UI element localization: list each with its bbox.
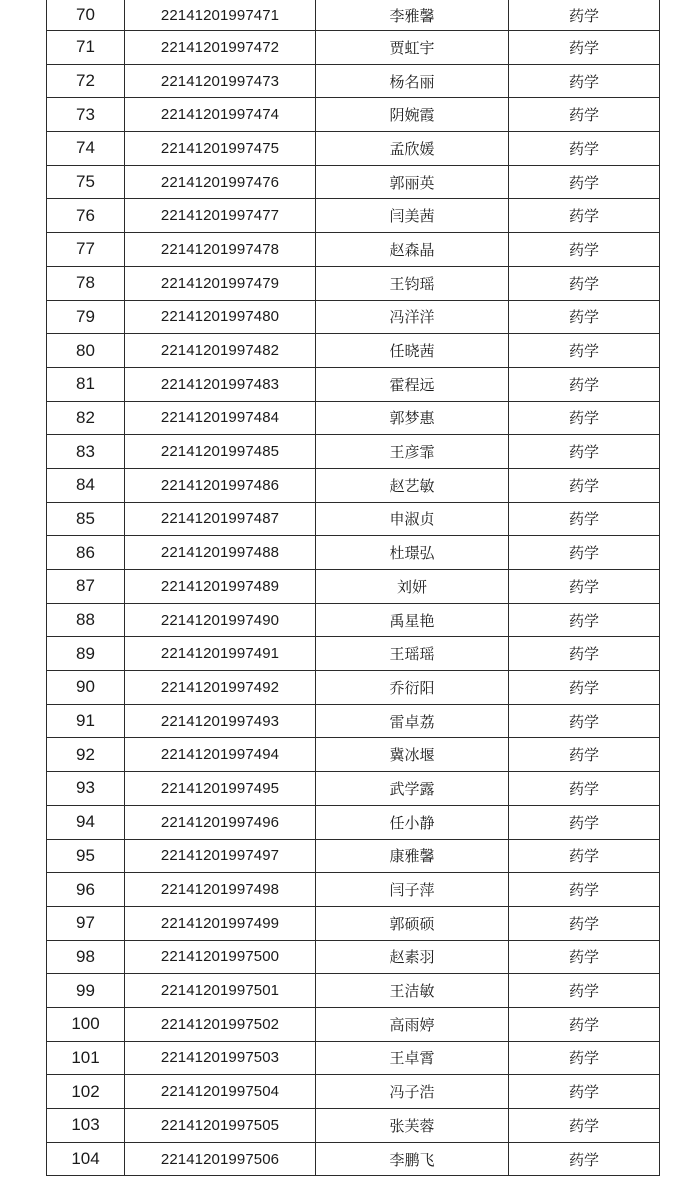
major-cell: 药学 (509, 132, 660, 166)
student-id-cell: 22141201997477 (125, 199, 316, 233)
row-number-cell: 74 (47, 132, 125, 166)
table-row (47, 401, 660, 435)
major-cell: 药学 (509, 266, 660, 300)
student-id-cell: 22141201997492 (125, 671, 316, 705)
student-name-cell: 孟欣媛 (316, 132, 509, 166)
table-row (47, 671, 660, 705)
row-number-cell: 103 (47, 1109, 125, 1143)
table-row (47, 1041, 660, 1075)
student-name-cell: 冀冰堰 (316, 738, 509, 772)
table-row (47, 64, 660, 98)
student-id-cell: 22141201997484 (125, 401, 316, 435)
row-number-cell: 85 (47, 502, 125, 536)
table-row (47, 1007, 660, 1041)
major-cell: 药学 (509, 300, 660, 334)
major-cell: 药学 (509, 165, 660, 199)
table-row (47, 367, 660, 401)
major-cell: 药学 (509, 738, 660, 772)
major-cell: 药学 (509, 401, 660, 435)
major-cell: 药学 (509, 536, 660, 570)
student-name-cell: 郭梦惠 (316, 401, 509, 435)
major-cell: 药学 (509, 940, 660, 974)
table-row (47, 1075, 660, 1109)
table-row (47, 906, 660, 940)
row-number-cell: 104 (47, 1142, 125, 1176)
major-cell: 药学 (509, 839, 660, 873)
student-id-cell: 22141201997472 (125, 31, 316, 65)
row-number-cell: 99 (47, 974, 125, 1008)
student-name-cell: 张芙蓉 (316, 1109, 509, 1143)
student-name-cell: 冯子浩 (316, 1075, 509, 1109)
student-name-cell: 康雅馨 (316, 839, 509, 873)
major-cell: 药学 (509, 772, 660, 806)
row-number-cell: 82 (47, 401, 125, 435)
student-id-cell: 22141201997506 (125, 1142, 316, 1176)
row-number-cell: 93 (47, 772, 125, 806)
student-id-cell: 22141201997486 (125, 468, 316, 502)
row-number-cell: 101 (47, 1041, 125, 1075)
student-name-cell: 郭硕硕 (316, 906, 509, 940)
table-row (47, 704, 660, 738)
row-number-cell: 95 (47, 839, 125, 873)
student-id-cell: 22141201997499 (125, 906, 316, 940)
student-name-cell: 赵艺敏 (316, 468, 509, 502)
table-body (47, 0, 660, 1176)
student-list-table-container (46, 0, 656, 1176)
table-row (47, 334, 660, 368)
student-name-cell: 任小静 (316, 805, 509, 839)
student-name-cell: 冯洋洋 (316, 300, 509, 334)
student-id-cell: 22141201997500 (125, 940, 316, 974)
table-row (47, 873, 660, 907)
table-row (47, 536, 660, 570)
student-name-cell: 闫美茜 (316, 199, 509, 233)
student-name-cell: 王钧瑶 (316, 266, 509, 300)
student-name-cell: 雷卓荔 (316, 704, 509, 738)
student-name-cell: 杜璟弘 (316, 536, 509, 570)
major-cell: 药学 (509, 1041, 660, 1075)
row-number-cell: 76 (47, 199, 125, 233)
row-number-cell: 92 (47, 738, 125, 772)
row-number-cell: 79 (47, 300, 125, 334)
table-row (47, 266, 660, 300)
row-number-cell: 89 (47, 637, 125, 671)
student-id-cell: 22141201997474 (125, 98, 316, 132)
student-name-cell: 王卓霄 (316, 1041, 509, 1075)
student-name-cell: 禹星艳 (316, 603, 509, 637)
student-name-cell: 王洁敏 (316, 974, 509, 1008)
student-id-cell: 22141201997490 (125, 603, 316, 637)
row-number-cell: 86 (47, 536, 125, 570)
student-name-cell: 王瑶瑶 (316, 637, 509, 671)
major-cell: 药学 (509, 570, 660, 604)
major-cell: 药学 (509, 367, 660, 401)
student-name-cell: 杨名丽 (316, 64, 509, 98)
row-number-cell: 80 (47, 334, 125, 368)
table-row (47, 502, 660, 536)
student-name-cell: 刘妍 (316, 570, 509, 604)
major-cell: 药学 (509, 502, 660, 536)
major-cell: 药学 (509, 1075, 660, 1109)
student-name-cell: 贾虹宇 (316, 31, 509, 65)
row-number-cell: 98 (47, 940, 125, 974)
table-row (47, 839, 660, 873)
major-cell: 药学 (509, 468, 660, 502)
row-number-cell: 83 (47, 435, 125, 469)
row-number-cell: 96 (47, 873, 125, 907)
table-row (47, 132, 660, 166)
student-id-cell: 22141201997494 (125, 738, 316, 772)
major-cell: 药学 (509, 704, 660, 738)
student-name-cell: 乔衍阳 (316, 671, 509, 705)
student-id-cell: 22141201997479 (125, 266, 316, 300)
student-name-cell: 高雨婷 (316, 1007, 509, 1041)
row-number-cell: 70 (47, 0, 125, 31)
student-id-cell: 22141201997483 (125, 367, 316, 401)
student-name-cell: 郭丽英 (316, 165, 509, 199)
row-number-cell: 78 (47, 266, 125, 300)
table-row (47, 1142, 660, 1176)
table-row (47, 0, 660, 31)
table-row (47, 603, 660, 637)
student-name-cell: 阴婉霞 (316, 98, 509, 132)
major-cell: 药学 (509, 64, 660, 98)
student-name-cell: 李鹏飞 (316, 1142, 509, 1176)
table-row (47, 772, 660, 806)
major-cell: 药学 (509, 873, 660, 907)
table-row (47, 637, 660, 671)
student-id-cell: 22141201997476 (125, 165, 316, 199)
major-cell: 药学 (509, 435, 660, 469)
major-cell: 药学 (509, 199, 660, 233)
student-id-cell: 22141201997495 (125, 772, 316, 806)
major-cell: 药学 (509, 637, 660, 671)
student-name-cell: 申淑贞 (316, 502, 509, 536)
row-number-cell: 81 (47, 367, 125, 401)
student-name-cell: 赵素羽 (316, 940, 509, 974)
table-row (47, 98, 660, 132)
student-id-cell: 22141201997491 (125, 637, 316, 671)
major-cell: 药学 (509, 603, 660, 637)
row-number-cell: 94 (47, 805, 125, 839)
table-row (47, 1109, 660, 1143)
major-cell: 药学 (509, 98, 660, 132)
student-name-cell: 闫子萍 (316, 873, 509, 907)
major-cell: 药学 (509, 1109, 660, 1143)
table-row (47, 974, 660, 1008)
student-id-cell: 22141201997487 (125, 502, 316, 536)
student-id-cell: 22141201997475 (125, 132, 316, 166)
student-id-cell: 22141201997471 (125, 0, 316, 31)
row-number-cell: 100 (47, 1007, 125, 1041)
student-name-cell: 王彦霏 (316, 435, 509, 469)
student-list-table (46, 0, 660, 1176)
student-id-cell: 22141201997496 (125, 805, 316, 839)
row-number-cell: 97 (47, 906, 125, 940)
row-number-cell: 77 (47, 233, 125, 267)
row-number-cell: 84 (47, 468, 125, 502)
major-cell: 药学 (509, 334, 660, 368)
student-id-cell: 22141201997497 (125, 839, 316, 873)
table-row (47, 199, 660, 233)
major-cell: 药学 (509, 671, 660, 705)
student-id-cell: 22141201997482 (125, 334, 316, 368)
major-cell: 药学 (509, 805, 660, 839)
student-name-cell: 霍程远 (316, 367, 509, 401)
student-id-cell: 22141201997489 (125, 570, 316, 604)
student-id-cell: 22141201997502 (125, 1007, 316, 1041)
table-row (47, 31, 660, 65)
table-row (47, 940, 660, 974)
major-cell: 药学 (509, 974, 660, 1008)
row-number-cell: 90 (47, 671, 125, 705)
row-number-cell: 88 (47, 603, 125, 637)
major-cell: 药学 (509, 1007, 660, 1041)
row-number-cell: 73 (47, 98, 125, 132)
student-id-cell: 22141201997505 (125, 1109, 316, 1143)
table-row (47, 738, 660, 772)
table-row (47, 233, 660, 267)
major-cell: 药学 (509, 31, 660, 65)
row-number-cell: 72 (47, 64, 125, 98)
table-row (47, 805, 660, 839)
student-id-cell: 22141201997478 (125, 233, 316, 267)
major-cell: 药学 (509, 0, 660, 31)
student-id-cell: 22141201997504 (125, 1075, 316, 1109)
student-id-cell: 22141201997488 (125, 536, 316, 570)
student-id-cell: 22141201997501 (125, 974, 316, 1008)
table-row (47, 468, 660, 502)
student-id-cell: 22141201997498 (125, 873, 316, 907)
student-id-cell: 22141201997480 (125, 300, 316, 334)
student-name-cell: 李雅馨 (316, 0, 509, 31)
student-id-cell: 22141201997485 (125, 435, 316, 469)
row-number-cell: 71 (47, 31, 125, 65)
student-id-cell: 22141201997493 (125, 704, 316, 738)
student-id-cell: 22141201997503 (125, 1041, 316, 1075)
student-name-cell: 赵森晶 (316, 233, 509, 267)
major-cell: 药学 (509, 233, 660, 267)
table-row (47, 165, 660, 199)
major-cell: 药学 (509, 906, 660, 940)
row-number-cell: 87 (47, 570, 125, 604)
row-number-cell: 91 (47, 704, 125, 738)
major-cell: 药学 (509, 1142, 660, 1176)
table-row (47, 435, 660, 469)
student-name-cell: 任晓茜 (316, 334, 509, 368)
student-name-cell: 武学露 (316, 772, 509, 806)
student-id-cell: 22141201997473 (125, 64, 316, 98)
row-number-cell: 102 (47, 1075, 125, 1109)
table-row (47, 570, 660, 604)
row-number-cell: 75 (47, 165, 125, 199)
table-row (47, 300, 660, 334)
